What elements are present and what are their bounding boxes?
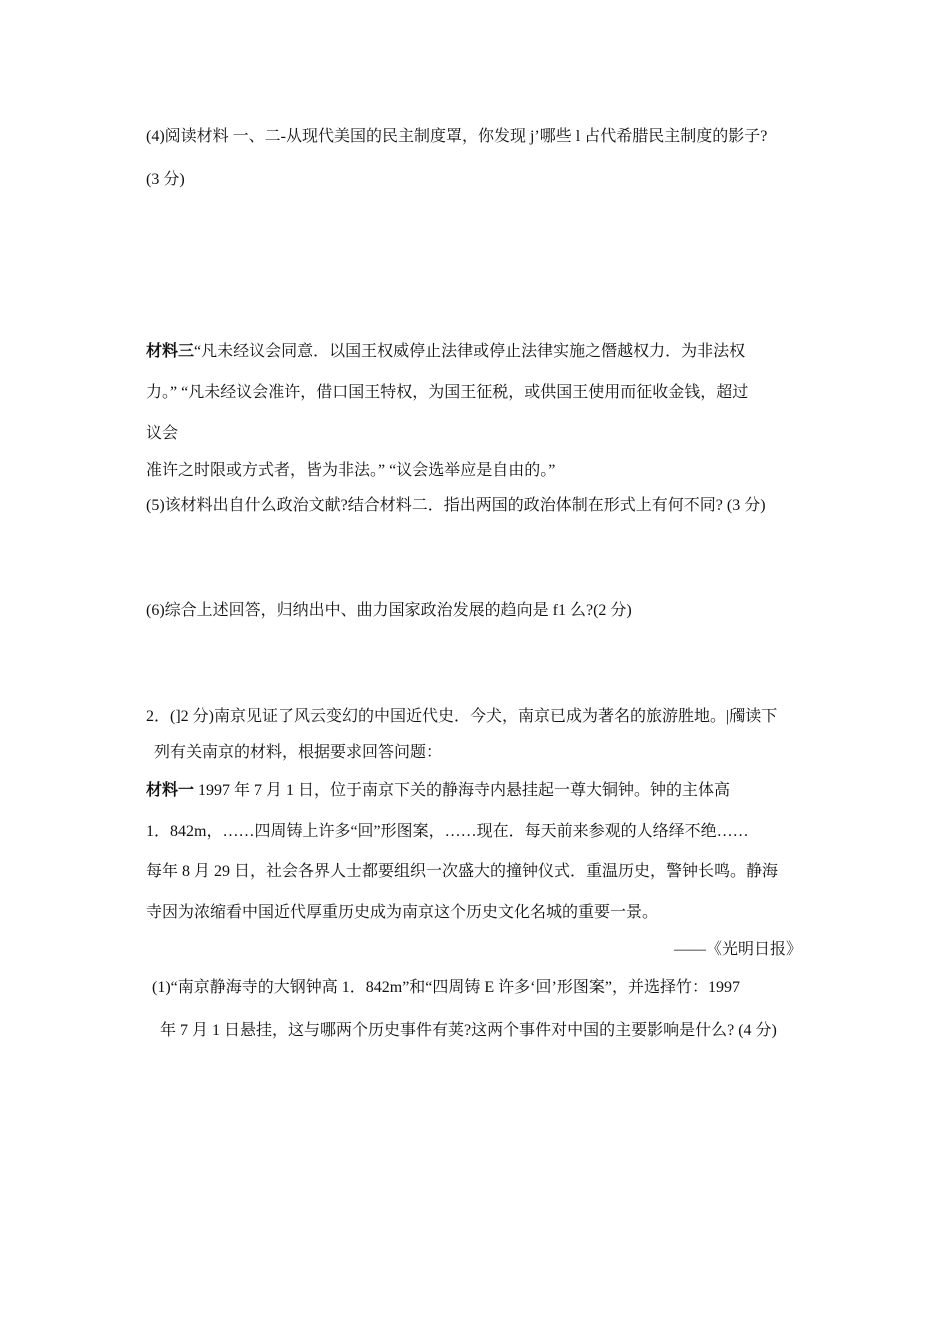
material1-line-2: 1．842m，……四周铸上许多“回”形图案，……现在．每天前来参观的人络绎不绝…… [146,823,749,840]
q2-sub1-line-1: (1)“南京静海寺的大钢钟高 1．842m”和“四周铸 E 许多‘回’形图案”，并选择竹：1997 [152,979,740,996]
material3-line-2: 力。” “凡未经议会准许，借口国王特权，为国王征税，或供国王使用而征收金钱，超过 [146,384,749,401]
q4-line-2: (3 分) [146,171,185,188]
question-5: (5)该材料出自什么政治文献?结合材料二．指出两国的政治体制在形式上有何不同? (3 分) [146,497,766,514]
material1-line-3: 每年 8 月 29 日，社会各界人士都要组织一次盛大的撞钟仪式．重温历史，警钟长鸣。静海 [146,863,779,880]
material3-line-4: 准许之时限或方式者，皆为非法。” “议会选举应是自由的。” [146,462,556,479]
material1-line-4: 寺因为浓缩看中国近代厚重历史成为南京这个历史文化名城的重要一景。 [146,904,659,921]
material1-line-1-text: 1997 年 7 月 1 日，位于南京下关的静海寺内悬挂起一尊大铜钟。钟的主体高 [194,782,731,799]
q4-line-1: (4)阅读材料 一、二-从现代美国的民主制度罩，你发现 j’哪些 l 占代希腊民主制度的影子? [146,128,768,145]
material1-label: 材料一 [146,782,195,799]
q2-sub1-line-2: 年 7 月 1 日悬挂，这与哪两个历史事件有荚?这两个事件对中国的主要影响是什么? (4 分) [160,1022,777,1039]
question-6: (6)综合上述回答，归纳出中、曲力国家政治发展的趋向是 f1 么?(2 分) [146,602,632,619]
material3-line-1-text: “凡未经议会同意．以国王权威停止法律或停止法律实施之僭越权力．为非法权 [194,343,746,360]
material3-line-1 [146,342,745,362]
material1-source: ——《光明日报》 [673,941,802,958]
material3-label: 材料三 [146,343,195,360]
q2-line-2: 列有关南京的材料，根据要求回答问题： [154,744,443,761]
q2-line-1: 2．(]2 分)南京见证了风云变幻的中国近代史．今犬，南京已成为著名的旅游胜地。|斶读下 [146,708,778,725]
material3-line-3: 议会 [146,425,179,442]
material1-line-1 [146,781,730,801]
